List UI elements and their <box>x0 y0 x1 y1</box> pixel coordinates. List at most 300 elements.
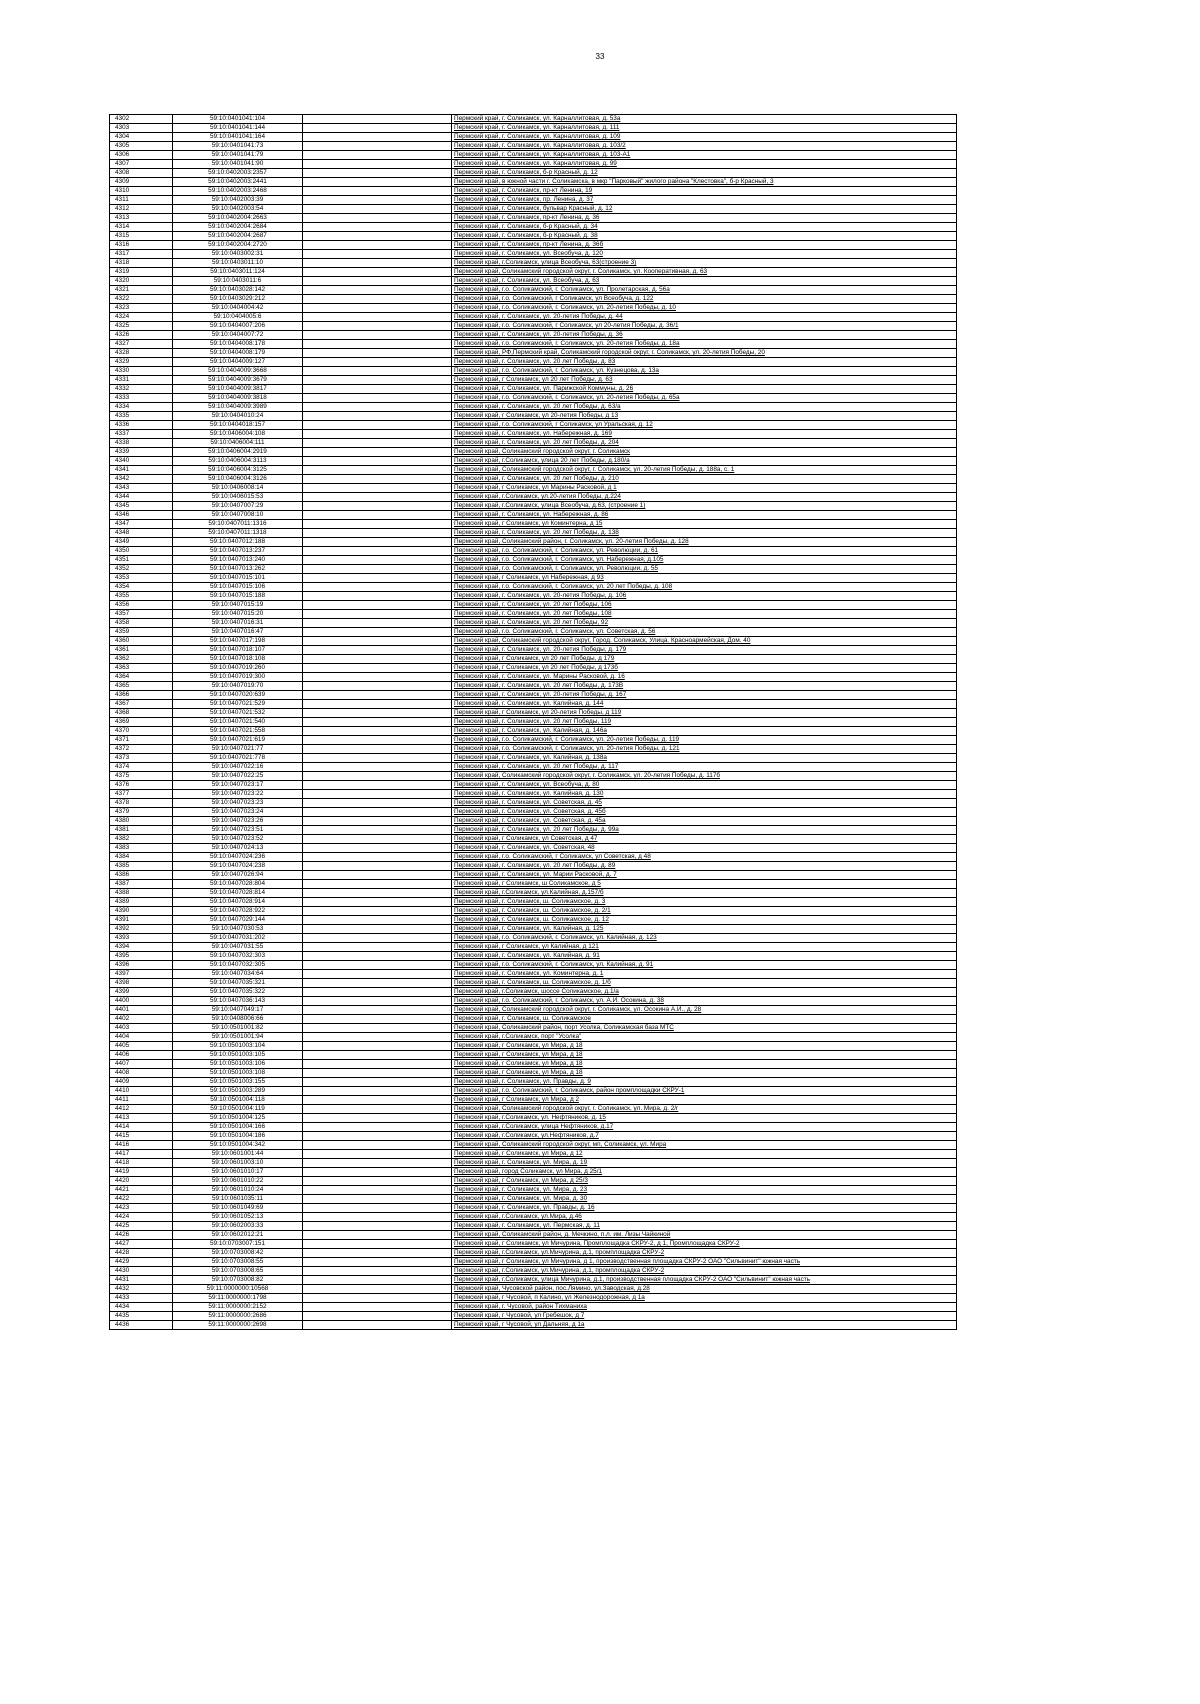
table-row <box>110 682 957 691</box>
address-text: Пермский край, г Соликамск, ул 20-летия Победы, д 13 <box>454 412 619 419</box>
cadastral-number-cell: 59:10:0703008:55 <box>173 1258 303 1267</box>
row-number-cell: 4304 <box>110 133 173 142</box>
address-text: Пермский край, Соликамский район, г. Соликамск, ул. 20-летия Победы, д. 128 <box>454 538 689 545</box>
row-number-cell: 4389 <box>110 898 173 907</box>
address-text: Пермский край, г. Соликамск, ул. Правды, д. 16 <box>454 1204 595 1211</box>
empty-cell <box>303 1249 452 1258</box>
address-cell <box>452 925 957 934</box>
row-number-cell: 4346 <box>110 511 173 520</box>
row-number-cell: 4429 <box>110 1258 173 1267</box>
empty-cell <box>303 718 452 727</box>
empty-cell <box>303 826 452 835</box>
row-number-cell: 4318 <box>110 259 173 268</box>
row-number-cell: 4343 <box>110 484 173 493</box>
address-cell <box>452 700 957 709</box>
empty-cell <box>303 1033 452 1042</box>
address-cell <box>452 1006 957 1015</box>
table-row <box>110 718 957 727</box>
row-number-cell: 4353 <box>110 574 173 583</box>
row-number-cell: 4326 <box>110 331 173 340</box>
address-text: Пермский край, г. Соликамск, ул. Калийная, д. 144 <box>454 700 604 707</box>
empty-cell <box>303 295 452 304</box>
row-number-cell: 4436 <box>110 1321 173 1330</box>
table-row <box>110 385 957 394</box>
empty-cell <box>303 178 452 187</box>
table-row <box>110 736 957 745</box>
address-cell <box>452 286 957 295</box>
empty-cell <box>303 1303 452 1312</box>
cadastral-number-cell: 59:10:0406004:3125 <box>173 466 303 475</box>
address-cell <box>452 412 957 421</box>
cadastral-number-cell: 59:10:0407021:540 <box>173 718 303 727</box>
cadastral-number-cell: 59:10:0407028:914 <box>173 898 303 907</box>
address-cell <box>452 1294 957 1303</box>
cadastral-number-cell: 59:10:0601035:11 <box>173 1195 303 1204</box>
table-row <box>110 1249 957 1258</box>
address-text: Пермский край, г.о. Соликамский, г. Соликамск, ул. 20-летия Победы, д. 119 <box>454 736 680 743</box>
cadastral-number-cell: 59:10:0403002:31 <box>173 250 303 259</box>
address-text: Пермский край, г Соликамск, ул Мира, д 18 <box>454 1042 583 1049</box>
cadastral-number-cell: 59:10:0703008:82 <box>173 1276 303 1285</box>
table-row <box>110 574 957 583</box>
cadastral-number-cell: 59:10:0501003:104 <box>173 1042 303 1051</box>
row-number-cell: 4328 <box>110 349 173 358</box>
address-text: Пермский край, г Чусовой, ул Гребешок, д 7 <box>454 1312 585 1319</box>
empty-cell <box>303 898 452 907</box>
row-number-cell: 4348 <box>110 529 173 538</box>
address-text: Пермский край, г. Соликамск, б-р Красный, д. 38 <box>454 232 598 239</box>
address-cell <box>452 547 957 556</box>
empty-cell <box>303 1087 452 1096</box>
address-text: Пермский край, г.Соликамск, ул.Калийная, д.157/б <box>454 889 604 896</box>
table-row <box>110 1123 957 1132</box>
cadastral-number-cell: 59:10:0407022:16 <box>173 763 303 772</box>
cadastral-number-cell: 59:10:0501004:119 <box>173 1105 303 1114</box>
address-cell <box>452 997 957 1006</box>
table-row <box>110 880 957 889</box>
table-row <box>110 790 957 799</box>
address-text: Пермский край, г.о. Соликамский, г. Соликамск, ул. Пролетарская, д. 56а <box>454 286 670 293</box>
cadastral-number-cell: 59:10:0407013:237 <box>173 547 303 556</box>
row-number-cell: 4413 <box>110 1114 173 1123</box>
address-cell <box>452 295 957 304</box>
row-number-cell: 4345 <box>110 502 173 511</box>
cadastral-number-cell: 59:10:0407017:198 <box>173 637 303 646</box>
table-row <box>110 826 957 835</box>
row-number-cell: 4372 <box>110 745 173 754</box>
table-row <box>110 853 957 862</box>
address-cell <box>452 1096 957 1105</box>
table-row <box>110 664 957 673</box>
cadastral-number-cell: 59:10:0403011:124 <box>173 268 303 277</box>
table-row <box>110 133 957 142</box>
row-number-cell: 4309 <box>110 178 173 187</box>
cadastral-number-cell: 59:10:0406008:14 <box>173 484 303 493</box>
cadastral-number-cell: 59:10:0404009:3668 <box>173 367 303 376</box>
table-row <box>110 178 957 187</box>
empty-cell <box>303 115 452 124</box>
table-row <box>110 1042 957 1051</box>
table-row <box>110 466 957 475</box>
address-cell <box>452 331 957 340</box>
cadastral-number-cell: 59:10:0404009:127 <box>173 358 303 367</box>
row-number-cell: 4404 <box>110 1033 173 1042</box>
address-cell <box>452 529 957 538</box>
cadastral-number-cell: 59:10:0407035:322 <box>173 988 303 997</box>
cadastral-number-cell: 59:10:0501004:166 <box>173 1123 303 1132</box>
address-cell <box>452 1186 957 1195</box>
cadastral-number-cell: 59:10:0407008:10 <box>173 511 303 520</box>
empty-cell <box>303 457 452 466</box>
table-row <box>110 322 957 331</box>
cadastral-number-cell: 59:10:0501001:82 <box>173 1024 303 1033</box>
row-number-cell: 4399 <box>110 988 173 997</box>
table-row <box>110 1159 957 1168</box>
row-number-cell: 4311 <box>110 196 173 205</box>
cadastral-number-cell: 59:11:0000000:2686 <box>173 1312 303 1321</box>
empty-cell <box>303 1015 452 1024</box>
address-cell <box>452 1150 957 1159</box>
address-cell <box>452 682 957 691</box>
cadastral-number-cell: 59:10:0404007:72 <box>173 331 303 340</box>
cadastral-number-cell: 59:10:0407032:305 <box>173 961 303 970</box>
address-cell <box>452 484 957 493</box>
cadastral-number-cell: 59:10:0602003:33 <box>173 1222 303 1231</box>
address-cell <box>452 907 957 916</box>
address-cell <box>452 691 957 700</box>
empty-cell <box>303 943 452 952</box>
row-number-cell: 4321 <box>110 286 173 295</box>
table-row <box>110 646 957 655</box>
address-cell <box>452 664 957 673</box>
row-number-cell: 4330 <box>110 367 173 376</box>
address-text: Пермский край, г.Соликамск, улица Всеобуча, д.63, (строение 1) <box>454 502 646 509</box>
empty-cell <box>303 259 452 268</box>
address-cell <box>452 160 957 169</box>
address-text: Пермский край, г. Соликамск, ул. Карналлитовая, д. 103-А1 <box>454 151 631 158</box>
empty-cell <box>303 367 452 376</box>
table-row <box>110 970 957 979</box>
table-row <box>110 889 957 898</box>
cadastral-number-cell: 59:10:0406004:2919 <box>173 448 303 457</box>
row-number-cell: 4333 <box>110 394 173 403</box>
address-cell <box>452 772 957 781</box>
table-row <box>110 376 957 385</box>
address-text: Пермский край, г.о. Соликамский, г. Соликамск, ул. 20 лет Победы, д. 108 <box>454 583 673 590</box>
table-row <box>110 1024 957 1033</box>
table-row <box>110 700 957 709</box>
address-text: Пермский край, г. Соликамск, ул. Карналлитовая, д. 99 <box>454 160 617 167</box>
row-number-cell: 4331 <box>110 376 173 385</box>
table-row <box>110 1105 957 1114</box>
address-cell <box>452 1276 957 1285</box>
address-cell <box>452 124 957 133</box>
row-number-cell: 4407 <box>110 1060 173 1069</box>
address-text: Пермский край, г. Соликамск, ул. 20 лет Победы, д. 63/а <box>454 403 621 410</box>
row-number-cell: 4376 <box>110 781 173 790</box>
empty-cell <box>303 1231 452 1240</box>
empty-cell <box>303 358 452 367</box>
address-cell <box>452 880 957 889</box>
row-number-cell: 4392 <box>110 925 173 934</box>
table-row <box>110 1267 957 1276</box>
row-number-cell: 4355 <box>110 592 173 601</box>
cadastral-number-cell: 59:10:0501003:108 <box>173 1069 303 1078</box>
table-row <box>110 1186 957 1195</box>
empty-cell <box>303 250 452 259</box>
table-row <box>110 232 957 241</box>
address-cell <box>452 835 957 844</box>
address-text: Пермский край, г.о. Соликамский, г Соликамск, ул 20-летия Победы, д. 36/1 <box>454 322 679 329</box>
cadastral-number-cell: 59:10:0407020:639 <box>173 691 303 700</box>
empty-cell <box>303 1132 452 1141</box>
address-text: Пермский край, г. Соликамск, ул. 20 лет Победы, д. 117 <box>454 763 619 770</box>
table-row <box>110 601 957 610</box>
empty-cell <box>303 1105 452 1114</box>
empty-cell <box>303 187 452 196</box>
row-number-cell: 4340 <box>110 457 173 466</box>
cadastral-number-cell: 59:10:0407028:804 <box>173 880 303 889</box>
address-text: Пермский край, г. Соликамск, ш. Соликамское, д. 12 <box>454 916 609 923</box>
table-row <box>110 655 957 664</box>
table-row <box>110 1015 957 1024</box>
address-cell <box>452 1078 957 1087</box>
address-cell <box>452 1132 957 1141</box>
row-number-cell: 4366 <box>110 691 173 700</box>
address-cell <box>452 754 957 763</box>
table-row <box>110 403 957 412</box>
address-text: Пермский край, Соликамский городской округ, Город. Соликамск, Улица. Красноармейская, Дом. 40 <box>454 637 751 644</box>
table-row <box>110 673 957 682</box>
table-row <box>110 862 957 871</box>
empty-cell <box>303 151 452 160</box>
table-row <box>110 943 957 952</box>
row-number-cell: 4403 <box>110 1024 173 1033</box>
table-row <box>110 502 957 511</box>
table-row <box>110 1195 957 1204</box>
row-number-cell: 4357 <box>110 610 173 619</box>
row-number-cell: 4360 <box>110 637 173 646</box>
address-cell <box>452 619 957 628</box>
table-row <box>110 1321 957 1330</box>
empty-cell <box>303 1141 452 1150</box>
table-row <box>110 871 957 880</box>
cadastral-number-cell: 59:10:0407034:64 <box>173 970 303 979</box>
address-cell <box>452 1024 957 1033</box>
table-row <box>110 1051 957 1060</box>
address-text: Пермский край, г. Соликамск, ул. 20 лет Победы, д. 99а <box>454 826 619 833</box>
table-row <box>110 988 957 997</box>
address-cell <box>452 1141 957 1150</box>
address-cell <box>452 943 957 952</box>
row-number-cell: 4431 <box>110 1276 173 1285</box>
cadastral-number-cell: 59:10:0404009:3817 <box>173 385 303 394</box>
table-row <box>110 295 957 304</box>
address-text: Пермский край, г.о. Соликамский, г. Соликамск, ул. А.И. Осокина, д. 38 <box>454 997 664 1004</box>
table-row <box>110 358 957 367</box>
empty-cell <box>303 376 452 385</box>
table-row <box>110 1285 957 1294</box>
table-row <box>110 1087 957 1096</box>
table-row <box>110 313 957 322</box>
empty-cell <box>303 1024 452 1033</box>
address-cell <box>452 1285 957 1294</box>
address-cell <box>452 115 957 124</box>
cadastral-number-cell: 59:10:0407013:240 <box>173 556 303 565</box>
address-cell <box>452 259 957 268</box>
address-text: Пермский край, г. Соликамск, ул. Пермская, д. 11 <box>454 1222 600 1229</box>
cadastral-number-cell: 59:10:0407013:262 <box>173 565 303 574</box>
table-row <box>110 727 957 736</box>
address-text: Пермский край, Соликамский городской округ, г. Соликамск, ул. 20-летия Победы, д. 188а, с. 1 <box>454 466 735 473</box>
cadastral-number-cell: 59:10:0402004:2687 <box>173 232 303 241</box>
cadastral-number-cell: 59:10:0501004:186 <box>173 1132 303 1141</box>
row-number-cell: 4312 <box>110 205 173 214</box>
address-text: Пермский край, г. Соликамск, ул. Советская, д. 45 <box>454 799 602 806</box>
address-text: Пермский край, г Соликамск, ул Калийная, д 121 <box>454 943 599 950</box>
empty-cell <box>303 565 452 574</box>
cadastral-number-cell: 59:10:0407015:106 <box>173 583 303 592</box>
row-number-cell: 4396 <box>110 961 173 970</box>
address-cell <box>452 583 957 592</box>
empty-cell <box>303 673 452 682</box>
empty-cell <box>303 448 452 457</box>
address-text: Пермский край, г.о. Соликамский, г. Соликамск, ул. Революции, д. 61 <box>454 547 659 554</box>
address-text: Пермский край, г Соликамск, ул 20 лет Победы, д. 63 <box>454 376 613 383</box>
row-number-cell: 4350 <box>110 547 173 556</box>
address-cell <box>452 367 957 376</box>
row-number-cell: 4378 <box>110 799 173 808</box>
cadastral-number-cell: 59:10:0407036:143 <box>173 997 303 1006</box>
address-cell <box>452 817 957 826</box>
address-cell <box>452 844 957 853</box>
table-row <box>110 394 957 403</box>
address-text: Пермский край, Соликамский городской округ, г. Соликамск <box>454 448 630 455</box>
cadastral-number-cell: 59:10:0407018:107 <box>173 646 303 655</box>
row-number-cell: 4410 <box>110 1087 173 1096</box>
row-number-cell: 4409 <box>110 1078 173 1087</box>
address-text: Пермский край, г.Соликамск, улица 20 лет Победы, д.180/а <box>454 457 630 464</box>
table-row <box>110 1303 957 1312</box>
empty-cell <box>303 745 452 754</box>
empty-cell <box>303 493 452 502</box>
table-row <box>110 115 957 124</box>
cadastral-number-cell: 59:10:0403011:6 <box>173 277 303 286</box>
empty-cell <box>303 736 452 745</box>
empty-cell <box>303 484 452 493</box>
address-cell <box>452 133 957 142</box>
row-number-cell: 4341 <box>110 466 173 475</box>
address-text: Пермский край, в южной части г. Соликамска, в мкр "Парковый" жилого района "Клестовка", б-р Красный, 3 <box>454 178 774 185</box>
table-row <box>110 349 957 358</box>
empty-cell <box>303 1267 452 1276</box>
address-cell <box>452 853 957 862</box>
row-number-cell: 4377 <box>110 790 173 799</box>
table-row <box>110 187 957 196</box>
empty-cell <box>303 583 452 592</box>
table-row <box>110 610 957 619</box>
table-row <box>110 124 957 133</box>
row-number-cell: 4306 <box>110 151 173 160</box>
empty-cell <box>303 1114 452 1123</box>
registry-table-body <box>110 115 957 1330</box>
table-row <box>110 160 957 169</box>
address-text: Пермский край, г. Соликамск, пр. Ленина, д. 37 <box>454 196 594 203</box>
address-text: Пермский край, г. Соликамск, ул. 20 лет Победы, 106 <box>454 601 612 608</box>
address-text: Пермский край, г.о. Соликамский, г. Соликамск, ул. 20-летия Победы, д. 121 <box>454 745 680 752</box>
cadastral-number-cell: 59:10:0407021:529 <box>173 700 303 709</box>
address-text: Пермский край, г.о. Соликамский, г. Соликамск, ул. Кузнецова, д. 13а <box>454 367 659 374</box>
address-cell <box>452 1015 957 1024</box>
address-text: Пермский край, г. Соликамск, ул. Калийная, д. 130 <box>454 790 604 797</box>
address-text: Пермский край, г Соликамск, ул Мира, д 18 <box>454 1069 583 1076</box>
empty-cell <box>303 412 452 421</box>
table-row <box>110 781 957 790</box>
address-text: Пермский край, г.о. Соликамский, г. Соликамск, ул. 20-летия Победы, д. 10 <box>454 304 676 311</box>
row-number-cell: 4367 <box>110 700 173 709</box>
cadastral-number-cell: 59:10:0501004:125 <box>173 1114 303 1123</box>
address-cell <box>452 439 957 448</box>
empty-cell <box>303 475 452 484</box>
address-cell <box>452 403 957 412</box>
address-text: Пермский край, г Соликамск, ул Мира, д 2 <box>454 1096 580 1103</box>
row-number-cell: 4434 <box>110 1303 173 1312</box>
empty-cell <box>303 799 452 808</box>
empty-cell <box>303 547 452 556</box>
address-text: Пермский край, Соликамский район, порт Усолка, Соликамская база МТС <box>454 1024 674 1031</box>
table-row <box>110 430 957 439</box>
cadastral-number-cell: 59:10:0407021:778 <box>173 754 303 763</box>
cadastral-number-cell: 59:10:0406015:53 <box>173 493 303 502</box>
address-cell <box>452 1312 957 1321</box>
empty-cell <box>303 781 452 790</box>
cadastral-number-cell: 59:10:0401041:90 <box>173 160 303 169</box>
cadastral-number-cell: 59:10:0407024:236 <box>173 853 303 862</box>
cadastral-number-cell: 59:10:0407023:23 <box>173 799 303 808</box>
row-number-cell: 4428 <box>110 1249 173 1258</box>
empty-cell <box>303 538 452 547</box>
table-row <box>110 547 957 556</box>
table-row <box>110 457 957 466</box>
cadastral-number-cell: 59:10:0404008:179 <box>173 349 303 358</box>
table-row <box>110 934 957 943</box>
cadastral-number-cell: 59:10:0407023:52 <box>173 835 303 844</box>
table-row <box>110 1222 957 1231</box>
cadastral-number-cell: 59:10:0407015:20 <box>173 610 303 619</box>
cadastral-number-cell: 59:10:0403011:10 <box>173 259 303 268</box>
row-number-cell: 4325 <box>110 322 173 331</box>
address-cell <box>452 178 957 187</box>
empty-cell <box>303 1312 452 1321</box>
row-number-cell: 4426 <box>110 1231 173 1240</box>
row-number-cell: 4375 <box>110 772 173 781</box>
table-row <box>110 997 957 1006</box>
table-row <box>110 916 957 925</box>
address-cell <box>452 781 957 790</box>
address-cell <box>452 655 957 664</box>
address-cell <box>452 142 957 151</box>
cadastral-number-cell: 59:10:0601003:10 <box>173 1159 303 1168</box>
row-number-cell: 4339 <box>110 448 173 457</box>
address-cell <box>452 1087 957 1096</box>
address-cell <box>452 970 957 979</box>
address-text: Пермский край, г. Соликамск, ул. Марины Расковой, д. 16 <box>454 673 625 680</box>
cadastral-number-cell: 59:11:0000000:10568 <box>173 1285 303 1294</box>
row-number-cell: 4400 <box>110 997 173 1006</box>
address-text: Пермский край, г Соликамск, ул Мира, д 25/3 <box>454 1177 588 1184</box>
address-text: Пермский край, г.о. Соликамский, г. Соликамск, ул. Советская, д. 56 <box>454 628 656 635</box>
table-row <box>110 484 957 493</box>
